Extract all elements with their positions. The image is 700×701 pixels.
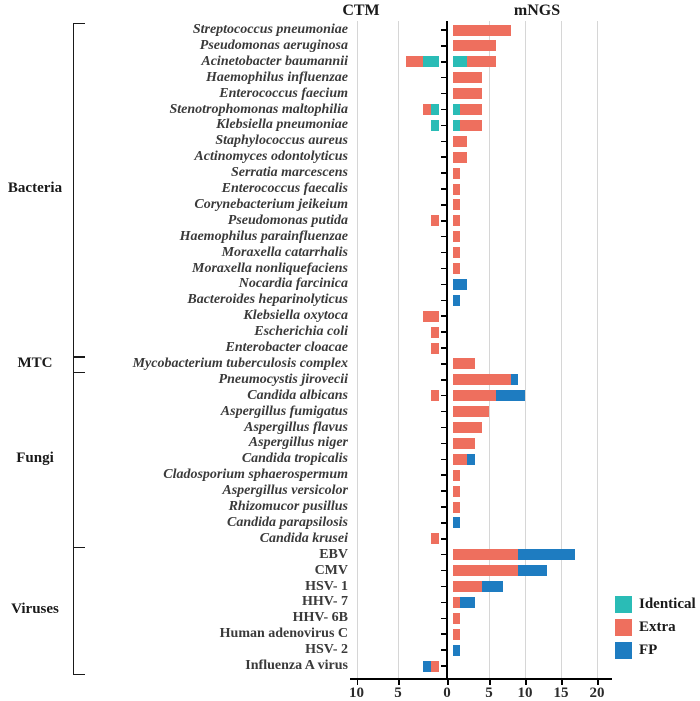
row-tick [441, 443, 446, 445]
organism-label: Acinetobacter baumannii [201, 53, 348, 69]
row-tick [441, 459, 446, 461]
mngs-bar-segment-fp [460, 597, 474, 608]
organism-label: Moraxella catarrhalis [221, 244, 348, 260]
x-tick-label-left-5: 5 [394, 685, 402, 701]
organism-label: Escherichia coli [254, 324, 348, 340]
mngs-bar-segment-extra [453, 486, 460, 497]
ctm-bar-segment-extra [431, 390, 439, 401]
organism-label: Actinomyces odontolyticus [194, 149, 348, 165]
ctm-bar-segment-fp [423, 661, 431, 672]
organism-label: Aspergillus flavus [244, 419, 348, 435]
mngs-bar-segment-fp [518, 565, 547, 576]
organism-label: Haemophilus influenzae [206, 69, 348, 85]
organism-label: HHV- 7 [301, 594, 348, 610]
gridline-right-20 [597, 21, 598, 678]
ctm-bar-segment-extra [423, 311, 440, 322]
organism-label: Candida tropicalis [241, 451, 348, 467]
x-tick-label-left-10: 10 [349, 685, 364, 701]
mngs-bar-segment-extra [453, 613, 460, 624]
group-label-mtc: MTC [17, 354, 53, 371]
x-tick-label-right-20: 20 [589, 685, 605, 701]
ctm-bar-segment-extra [406, 56, 423, 67]
row-tick [441, 586, 446, 588]
row-tick [441, 602, 446, 604]
x-tick-label-right-15: 15 [553, 685, 569, 701]
row-tick [441, 188, 446, 190]
organism-label: Aspergillus niger [248, 435, 348, 451]
row-tick [441, 29, 446, 31]
mngs-bar-segment-extra [467, 56, 496, 67]
mngs-bar-segment-fp [453, 295, 460, 306]
mngs-bar-segment-fp [496, 390, 525, 401]
mngs-bar-segment-extra [453, 597, 460, 608]
zero-axis-line [446, 21, 449, 678]
organism-label: Klebsiella pneumoniae [216, 117, 348, 133]
group-bracket-viruses [73, 547, 85, 675]
ctm-bar-segment-identical [431, 104, 439, 115]
row-tick [441, 411, 446, 413]
group-bracket-bacteria [73, 23, 85, 358]
organism-label: Stenotrophomonas maltophilia [169, 101, 348, 117]
row-tick [441, 538, 446, 540]
organism-label: Corynebacterium jeikeium [194, 196, 348, 212]
organism-label: HSV- 1 [305, 578, 348, 594]
mngs-bar-segment-identical [453, 56, 467, 67]
gridline-right-15 [561, 21, 562, 678]
row-tick [441, 61, 446, 63]
mngs-bar-segment-extra [453, 88, 482, 99]
organism-label: Candida albicans [247, 387, 348, 403]
left-panel-title: CTM [342, 2, 380, 19]
mngs-bar-segment-identical [453, 120, 460, 131]
mngs-bar-segment-identical [453, 104, 460, 115]
row-tick [441, 220, 446, 222]
row-tick [441, 331, 446, 333]
row-tick [441, 665, 446, 667]
row-tick [441, 300, 446, 302]
gridline-right-5 [489, 21, 490, 678]
organism-label: Haemophilus parainfluenzae [179, 228, 348, 244]
ctm-bar-segment-extra [431, 327, 439, 338]
organism-label: Aspergillus fumigatus [220, 403, 348, 419]
row-tick [441, 252, 446, 254]
row-tick [441, 395, 446, 397]
mngs-bar-segment-fp [482, 581, 504, 592]
organism-label: Enterococcus faecalis [221, 181, 348, 196]
mngs-bar-segment-extra [453, 390, 496, 401]
row-tick [441, 172, 446, 174]
mngs-bar-segment-extra [453, 136, 467, 147]
mngs-bar-segment-extra [453, 263, 460, 274]
legend-item-extra [615, 619, 696, 636]
mngs-bar-segment-extra [453, 40, 496, 51]
organism-label: Streptococcus pneumoniae [192, 22, 348, 37]
row-tick [441, 506, 446, 508]
row-tick [441, 156, 446, 158]
mngs-bar-segment-extra [453, 168, 460, 179]
mngs-bar-segment-extra [453, 215, 460, 226]
row-tick [441, 125, 446, 127]
legend-label-extra: Extra [639, 619, 676, 635]
organism-label: Serratia marcescens [230, 165, 348, 181]
row-tick [441, 236, 446, 238]
row-tick [441, 45, 446, 47]
row-tick [441, 347, 446, 349]
organism-label: Cladosporium sphaerospermum [163, 467, 348, 483]
ctm-bar-segment-extra [431, 343, 439, 354]
organism-label: CMV [314, 562, 348, 578]
row-tick [441, 522, 446, 524]
organism-label: Staphylococcus aureus [215, 133, 348, 149]
organism-label: Candida krusei [259, 530, 348, 546]
fp-color-swatch [615, 642, 632, 659]
row-tick [441, 315, 446, 317]
organism-label: HSV- 2 [305, 642, 348, 658]
organism-label: Enterococcus faecium [219, 85, 348, 101]
mngs-bar-segment-extra [453, 374, 511, 385]
group-label-bacteria: Bacteria [7, 180, 63, 196]
identical-color-swatch [615, 596, 632, 613]
legend-label-fp: FP [639, 642, 658, 658]
ctm-bar-segment-identical [431, 120, 439, 131]
group-bracket-fungi [73, 372, 85, 548]
row-tick [441, 284, 446, 286]
mngs-bar-segment-extra [453, 199, 460, 210]
mngs-bar-segment-fp [518, 549, 576, 560]
organism-label: Pneumocystis jirovecii [218, 371, 348, 387]
mngs-bar-segment-extra [453, 184, 460, 195]
row-tick [441, 474, 446, 476]
mngs-bar-segment-extra [453, 565, 518, 576]
legend [615, 596, 696, 665]
mngs-bar-segment-fp [453, 517, 460, 528]
organism-label: Klebsiella oxytoca [243, 308, 348, 324]
mngs-bar-segment-fp [453, 645, 460, 656]
row-tick [441, 204, 446, 206]
organism-label: Candida parapsilosis [227, 514, 348, 530]
organism-label: HHV- 6B [292, 610, 348, 626]
x-tick-label-zero: 0 [443, 685, 451, 701]
mngs-bar-segment-extra [453, 502, 460, 513]
row-tick [441, 554, 446, 556]
mngs-bar-segment-fp [511, 374, 518, 385]
legend-item-fp [615, 642, 696, 659]
mngs-bar-segment-extra [453, 438, 475, 449]
row-tick [441, 363, 446, 365]
mngs-bar-segment-extra [453, 629, 460, 640]
mngs-bar-segment-extra [453, 247, 460, 258]
mngs-bar-segment-extra [453, 549, 518, 560]
x-tick-label-right-5: 5 [485, 685, 493, 701]
organism-label: Mycobacterium tuberculosis complex [132, 355, 348, 371]
organism-label: Bacteroides heparinolyticus [187, 292, 348, 308]
mngs-bar-segment-extra [453, 406, 489, 417]
mngs-bar-segment-extra [453, 454, 467, 465]
x-axis-line [350, 678, 612, 680]
organism-label: Aspergillus versicolor [222, 483, 348, 499]
mngs-bar-segment-extra [453, 470, 460, 481]
right-panel-title: mNGS [513, 2, 561, 19]
gridline-left-10 [357, 21, 358, 678]
ctm-bar-segment-identical [423, 56, 440, 67]
mngs-bar-segment-extra [460, 120, 482, 131]
organism-label: EBV [319, 546, 348, 562]
organism-label: Pseudomonas putida [227, 212, 348, 228]
mngs-bar-segment-extra [453, 358, 475, 369]
row-tick [441, 93, 446, 95]
row-tick [441, 268, 446, 270]
organism-label: Enterobacter cloacae [225, 340, 348, 355]
organism-label: Nocardia farcinica [238, 276, 348, 292]
mngs-bar-segment-extra [453, 72, 482, 83]
mngs-bar-segment-extra [460, 104, 482, 115]
row-tick [441, 427, 446, 429]
organism-label: Moraxella nonliquefaciens [192, 260, 348, 276]
mngs-bar-segment-extra [453, 25, 511, 36]
legend-item-identical [615, 596, 696, 613]
row-tick [441, 77, 446, 79]
row-tick [441, 570, 446, 572]
ctm-bar-segment-extra [431, 215, 439, 226]
organism-label: Human adenovirus C [219, 626, 348, 642]
x-tick-label-right-10: 10 [517, 685, 533, 701]
row-tick [441, 649, 446, 651]
mngs-bar-segment-extra [453, 581, 482, 592]
mngs-bar-segment-extra [453, 422, 482, 433]
row-tick [441, 141, 446, 143]
mngs-bar-segment-extra [453, 231, 460, 242]
ctm-bar-segment-extra [431, 661, 439, 672]
legend-label-identical: Identical [639, 596, 696, 612]
ctm-bar-segment-extra [431, 533, 439, 544]
row-tick [441, 618, 446, 620]
mngs-bar-segment-extra [453, 152, 467, 163]
group-label-fungi: Fungi [16, 450, 54, 467]
organism-label: Influenza A virus [245, 658, 348, 673]
row-tick [441, 109, 446, 111]
row-tick [441, 490, 446, 492]
gridline-right-10 [525, 21, 526, 678]
gridline-left-5 [398, 21, 399, 678]
organism-label: Pseudomonas aeruginosa [199, 37, 348, 53]
mngs-bar-segment-fp [467, 454, 474, 465]
group-label-viruses: Viruses [11, 601, 59, 618]
mngs-bar-segment-fp [453, 279, 467, 290]
organism-label: Rhizomucor pusillus [228, 499, 348, 514]
row-tick [441, 633, 446, 635]
ctm-bar-segment-extra [423, 104, 431, 115]
extra-color-swatch [615, 619, 632, 636]
row-tick [441, 379, 446, 381]
